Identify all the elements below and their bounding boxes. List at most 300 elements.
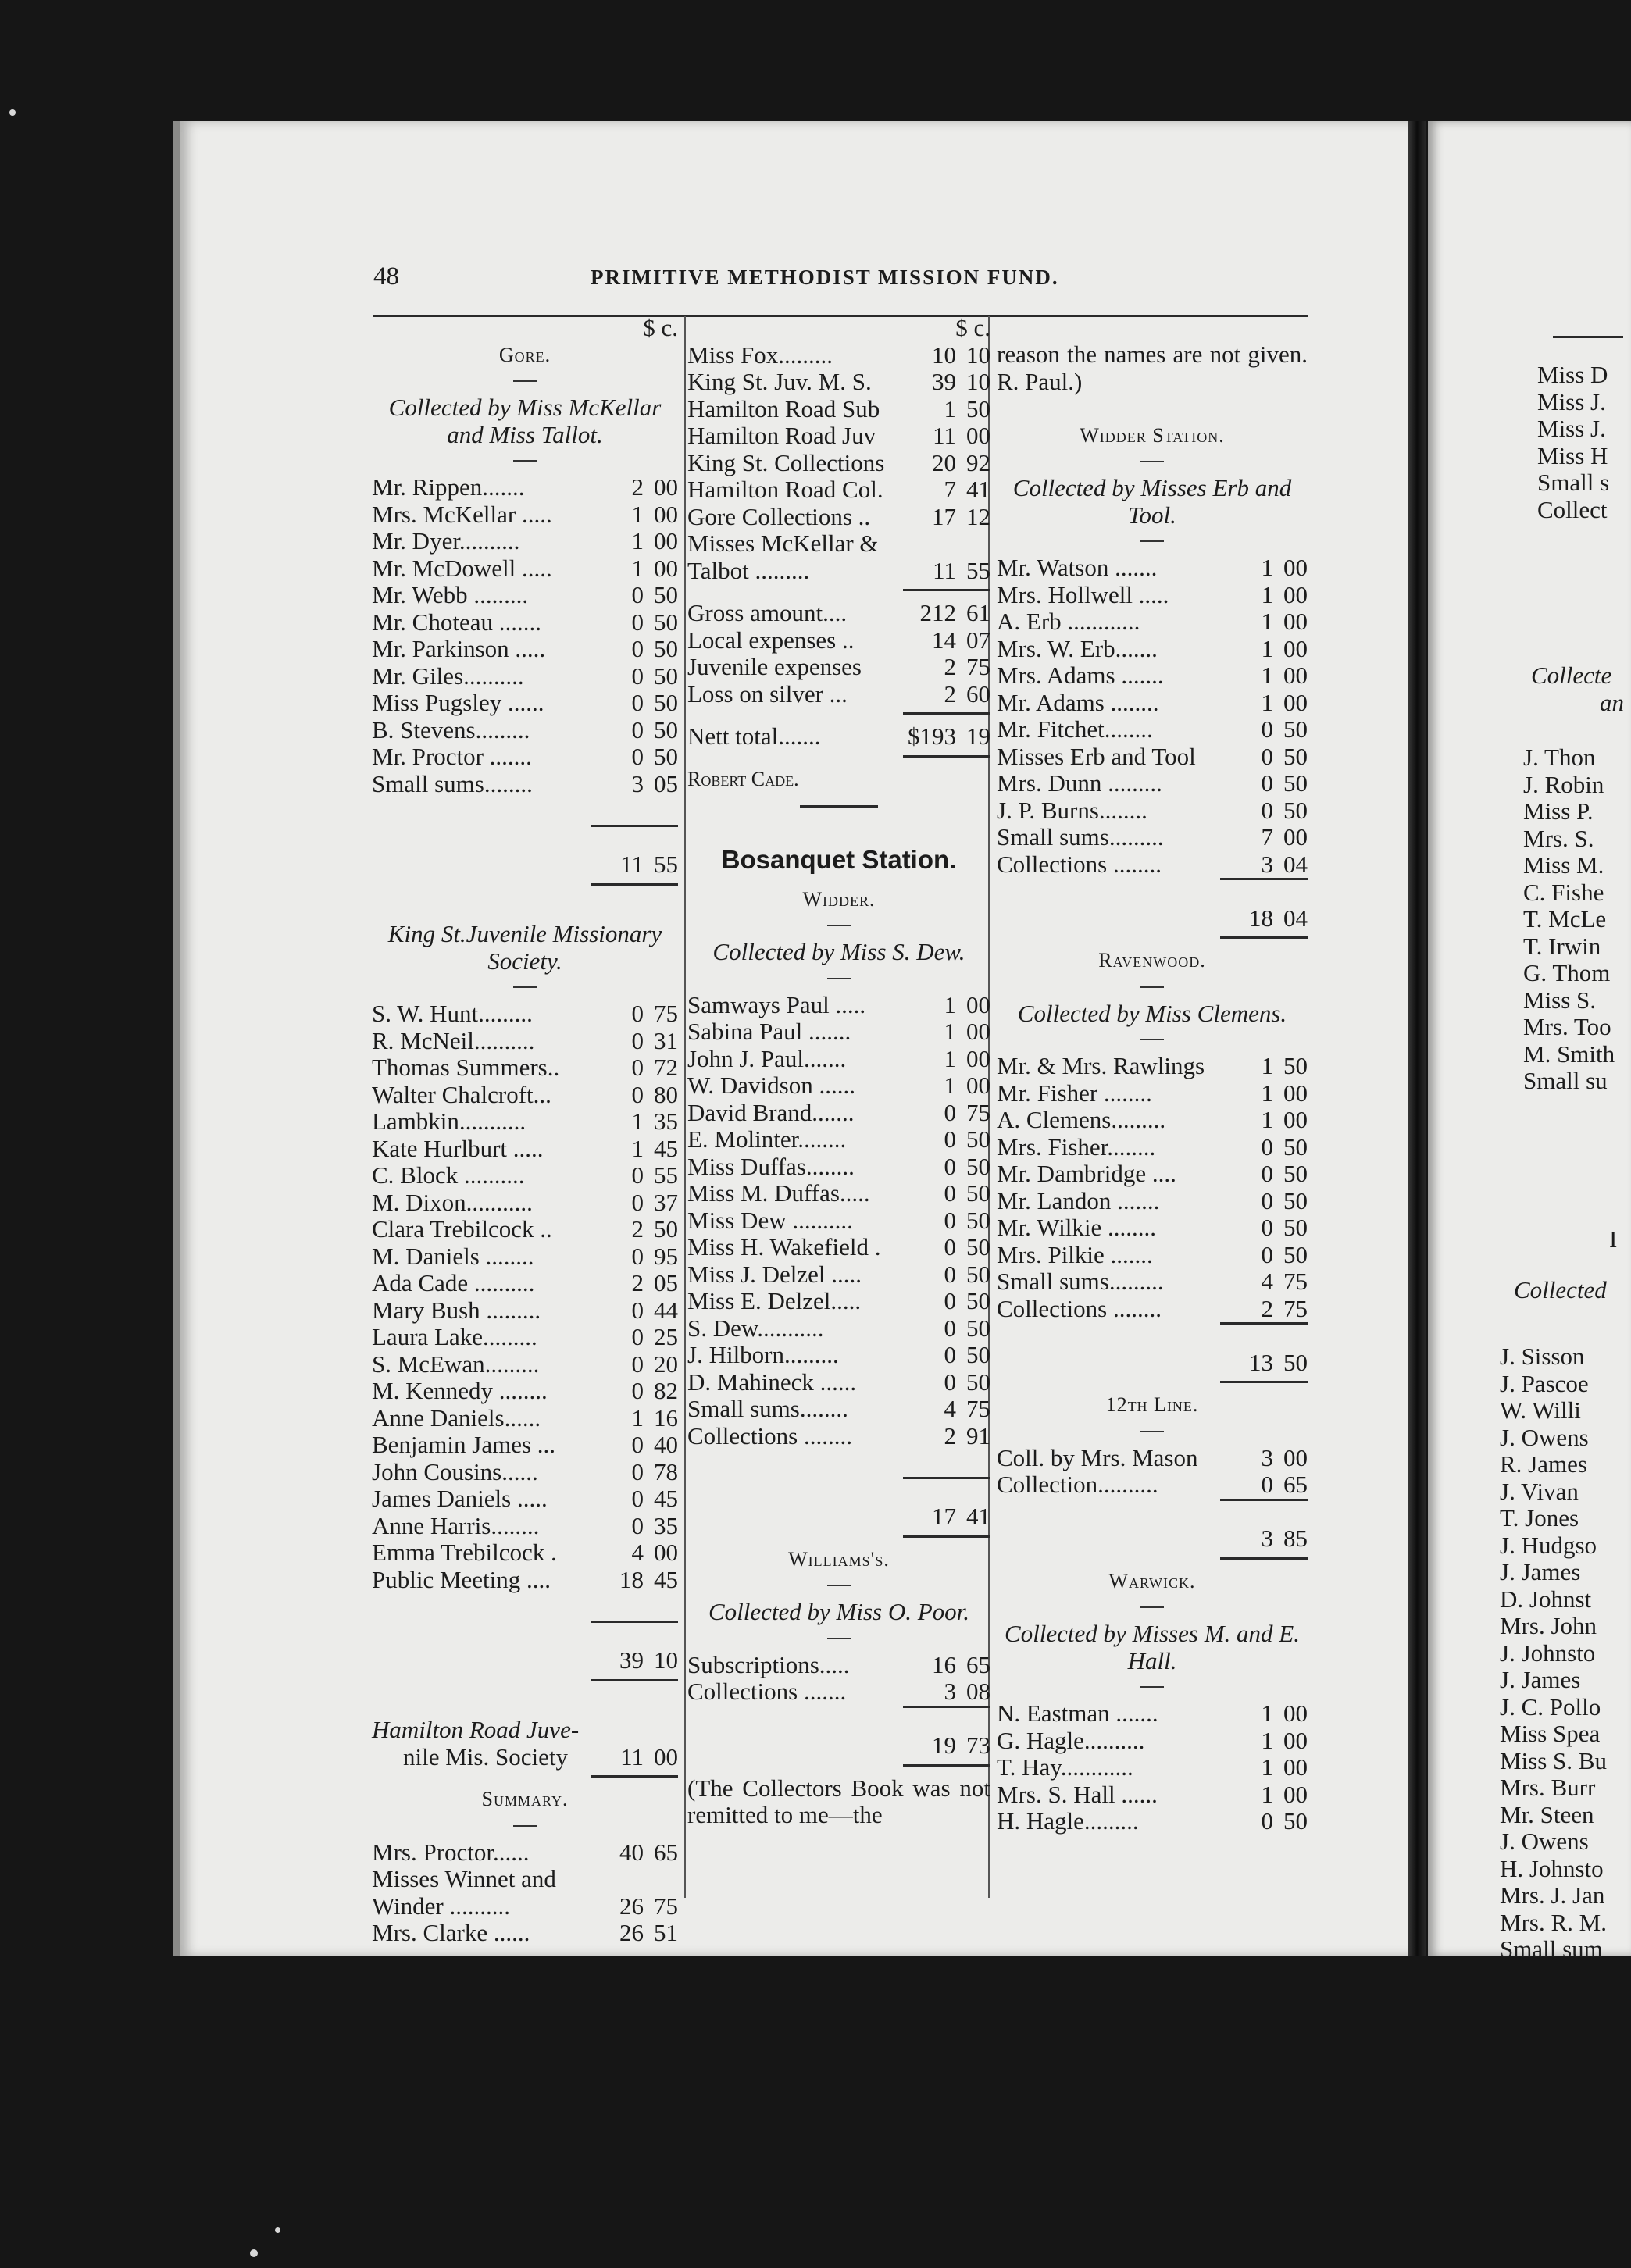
page-number: 48	[373, 262, 399, 291]
dust-speck	[9, 109, 16, 116]
section-heading-gore: Gore.	[498, 343, 551, 366]
entry-dollars: 4	[1261, 1268, 1273, 1295]
entry-cents: 50	[1283, 1132, 1308, 1161]
entry-name: R. McNeil..........	[372, 1026, 535, 1054]
entry-cents: 00	[966, 1072, 990, 1099]
entry-cents: 50	[966, 1179, 990, 1207]
entry-cents: 50	[1283, 1807, 1308, 1835]
ledger-row	[687, 1652, 990, 1679]
entry-name: Mr. Wilkie ........	[997, 1214, 1156, 1241]
entry-dollars: 0	[1261, 1471, 1273, 1498]
ledger-row	[372, 1136, 678, 1163]
right-page-entry: J. C. Pollo	[1500, 1692, 1601, 1721]
entry-cents: 00	[1283, 1699, 1308, 1727]
ledger-row	[687, 396, 990, 423]
entry-cents: 00	[1283, 823, 1308, 850]
ledger-row	[997, 555, 1308, 582]
entry-cents: 65	[654, 1838, 678, 1866]
column-3	[997, 315, 1308, 1835]
ledger-row	[372, 1189, 678, 1217]
entry-dollars: 0	[1261, 1160, 1273, 1187]
entry-name: Talbot .........	[687, 556, 810, 584]
entry-cents: 75	[1283, 1294, 1308, 1322]
entry-cents: 05	[654, 769, 678, 797]
right-page-group-2	[1523, 744, 1615, 1095]
entry-dollars: 1	[631, 554, 644, 582]
entry-dollars: 0	[631, 1457, 644, 1485]
right-page-entry: Small su	[1523, 1067, 1608, 1094]
entry-name: Laura Lake.........	[372, 1323, 537, 1350]
expenses-list	[687, 600, 990, 708]
ledger-row	[997, 582, 1308, 609]
right-page-entry: Mrs. J. Jan	[1500, 1881, 1605, 1909]
entry-name: Miss Fox.........	[687, 341, 833, 369]
entry-dollars: 0	[1261, 1186, 1273, 1214]
dust-speck	[275, 2227, 280, 2233]
right-page-entry: D. Johnst	[1500, 1585, 1592, 1613]
entry-name: Coll. by Mrs. Mason	[997, 1443, 1198, 1471]
entry-cents: 44	[654, 1296, 678, 1324]
entry-cents: 50	[1283, 715, 1308, 743]
entry-name: Miss E. Delzel.....	[687, 1287, 862, 1314]
entry-dollars: 18	[619, 1565, 644, 1593]
dash	[513, 380, 537, 382]
ledger-row	[372, 1432, 678, 1459]
subtotal-rule	[687, 584, 990, 600]
entry-dollars: 1	[944, 1044, 956, 1072]
right-page-entry: Miss S. Bu	[1500, 1746, 1607, 1774]
entry-cents: 00	[654, 473, 678, 501]
section-heading-summary: Summary.	[481, 1788, 569, 1810]
ledger-row	[372, 1920, 678, 1947]
currency-header: $ c.	[643, 314, 678, 341]
ledger-row	[687, 600, 990, 627]
line12-list	[997, 1445, 1308, 1499]
entry-name: Mr. Adams ........	[997, 688, 1159, 716]
entry-dollars: 39	[932, 368, 956, 395]
dash	[827, 1638, 851, 1639]
entry-cents: 00	[1283, 634, 1308, 662]
ledger-row	[372, 1351, 678, 1378]
entry-dollars: 2	[631, 473, 644, 501]
right-page-entry: Miss S.	[1523, 986, 1597, 1014]
entry-cents: 20	[654, 1350, 678, 1378]
collector-line: Collected by Miss Clemens.	[1017, 999, 1287, 1027]
ledger-row	[372, 1054, 678, 1082]
right-page-entry: T. Irwin	[1523, 932, 1601, 960]
entry-name: James Daniels .....	[372, 1485, 548, 1512]
dash	[513, 460, 537, 462]
right-page-entry: Mr. Steen	[1500, 1800, 1594, 1828]
entry-dollars: 7	[944, 476, 956, 503]
entry-name: M. Dixon...........	[372, 1188, 533, 1216]
right-page-entry: Small sum	[1500, 1935, 1603, 1963]
entry-name: Mrs. S. Hall ......	[997, 1780, 1158, 1808]
entry-name: M. Daniels ........	[372, 1242, 534, 1270]
ledger-row	[687, 342, 990, 369]
entry-dollars: 1	[631, 1403, 644, 1432]
total-rule	[372, 1771, 678, 1786]
ledger-row	[687, 1018, 990, 1046]
right-page-entry: Miss J.	[1537, 415, 1606, 442]
entry-dollars: 0	[944, 1206, 956, 1234]
entry-cents: 50	[654, 743, 678, 770]
ledger-row	[372, 744, 678, 771]
entry-cents: 50	[966, 1152, 990, 1180]
right-page-entry: H. Johnsto	[1500, 1854, 1604, 1882]
entry-cents: 55	[654, 1161, 678, 1189]
right-page-entry: Collect	[1537, 495, 1608, 523]
ledger-row	[997, 608, 1308, 636]
line12-total: 3 85	[1261, 1524, 1308, 1552]
ledger-row	[687, 476, 990, 504]
entry-name: Miss Dew ..........	[687, 1206, 853, 1234]
column-divider	[684, 316, 686, 1898]
entry-dollars: 1	[631, 527, 644, 555]
entry-cents: 60	[966, 679, 990, 708]
entry-cents: 00	[1283, 580, 1308, 608]
entry-dollars: 1	[1261, 1052, 1273, 1079]
entry-dollars: 2	[944, 679, 956, 708]
entry-name: C. Block ..........	[372, 1161, 525, 1189]
entry-dollars: 0	[631, 635, 644, 662]
entry-name: A. Erb ............	[997, 608, 1140, 635]
entry-cents: 00	[1283, 554, 1308, 581]
entry-name: S. Dew...........	[687, 1314, 824, 1342]
ledger-row	[687, 504, 990, 531]
ledger-row	[687, 992, 990, 1019]
section-heading-williams: Williams's.	[788, 1547, 890, 1571]
entry-dollars: 0	[1261, 1807, 1273, 1835]
entry-cents: 65	[966, 1650, 990, 1678]
ledger-row	[997, 1214, 1308, 1242]
right-page-entry: Miss Spea	[1500, 1720, 1601, 1747]
entry-name: Benjamin James ...	[372, 1431, 556, 1458]
entry-dollars: 0	[631, 1511, 644, 1539]
ledger-row	[372, 1028, 678, 1055]
ledger-row	[372, 1082, 678, 1109]
entry-name: Gross amount....	[687, 599, 848, 626]
williams-list	[687, 1652, 990, 1706]
entry-cents: 50	[654, 715, 678, 744]
right-page-entry: R. James	[1500, 1450, 1587, 1478]
ledger-row	[997, 1781, 1308, 1809]
entry-name: Collections ........	[687, 1421, 852, 1450]
entry-cents: 00	[966, 422, 990, 449]
right-page-entry: J. Hudgso	[1500, 1531, 1597, 1559]
entry-dollars: 1	[1261, 1079, 1273, 1107]
entry-cents: 00	[654, 1539, 678, 1566]
entry-dollars: 1	[944, 1018, 956, 1045]
entry-name: Mr. Dambridge ....	[997, 1160, 1176, 1187]
entry-name: Mrs. Clarke ......	[372, 1919, 530, 1946]
dash	[513, 986, 537, 988]
entry-cents: 50	[966, 1206, 990, 1234]
entry-name: Mr. Watson .......	[997, 554, 1158, 581]
entry-dollars: 0	[631, 581, 644, 608]
right-page-entry: M. Smith	[1523, 1040, 1615, 1068]
entry-cents: 50	[966, 394, 990, 423]
entry-dollars: 0	[1261, 1132, 1273, 1161]
entry-dollars: 0	[631, 1296, 644, 1324]
ledger-row	[687, 558, 990, 585]
warwick-list	[997, 1700, 1308, 1835]
entry-cents: 00	[654, 527, 678, 555]
ledger-row	[372, 1513, 678, 1540]
entry-cents: 75	[654, 1000, 678, 1027]
entry-dollars: 26	[619, 1892, 644, 1920]
entry-name: Small sums.........	[997, 1268, 1164, 1295]
ledger-row	[372, 1216, 678, 1243]
subtotal-rule	[687, 1477, 990, 1504]
entry-name: Mr. Dyer..........	[372, 527, 520, 555]
ledger-row	[372, 1893, 678, 1920]
gore-list	[372, 474, 678, 797]
entry-dollars: 0	[944, 1287, 956, 1314]
column-1	[372, 315, 678, 1947]
entry-dollars: 1	[631, 1134, 644, 1162]
entry-cents: 82	[654, 1377, 678, 1404]
entry-cents: 50	[654, 581, 678, 608]
entry-dollars: 2	[631, 1215, 644, 1243]
entry-dollars: 1	[944, 1072, 956, 1099]
entry-name: Mrs. Hollwell .....	[997, 580, 1169, 608]
entry-dollars: 0	[631, 689, 644, 716]
entry-cents	[956, 530, 990, 558]
dash	[1140, 1606, 1164, 1608]
collector-line: Collected by Miss S. Dew.	[712, 938, 965, 965]
ledger-row	[372, 1243, 678, 1271]
ledger-row	[687, 530, 990, 558]
ledger-row	[372, 1485, 678, 1513]
right-page-entry: T. Jones	[1500, 1504, 1579, 1532]
entry-name: N. Eastman .......	[997, 1699, 1158, 1727]
section-heading-widder-station: Widder Station.	[1080, 423, 1225, 447]
right-page-entry: J. James	[1500, 1558, 1581, 1585]
entry-cents: 50	[966, 1368, 990, 1396]
entry-cents: 50	[654, 689, 678, 716]
williams-total: 19 73	[932, 1731, 990, 1759]
ledger-row	[997, 1134, 1308, 1161]
entry-name: Kate Hurlburt .....	[372, 1134, 544, 1162]
entry-dollars: 1	[1261, 1726, 1273, 1754]
right-page-entry: Mrs. S.	[1523, 824, 1594, 852]
right-page-group-1	[1537, 362, 1609, 523]
collector-line: Collected by Miss O. Poor.	[708, 1598, 970, 1625]
entry-dollars: 0	[631, 1188, 644, 1216]
entry-name: T. Hay............	[997, 1753, 1133, 1781]
entry-cents: 00	[1283, 1106, 1308, 1133]
subtotal-rule	[372, 825, 678, 852]
entry-cents: 00	[1283, 1753, 1308, 1781]
entry-cents: 50	[654, 662, 678, 690]
entry-name: S. McEwan.........	[372, 1350, 540, 1378]
entry-dollars: 4	[944, 1395, 956, 1422]
entry-cents	[644, 1866, 678, 1893]
right-page-entry: Miss H	[1537, 441, 1608, 469]
column-2	[687, 315, 990, 1829]
entry-cents: 50	[966, 1233, 990, 1261]
entry-name: D. Mahineck ......	[687, 1368, 857, 1396]
entry-cents: 00	[1283, 1780, 1308, 1808]
entry-cents: 45	[654, 1565, 678, 1593]
ledger-row	[687, 1072, 990, 1100]
widder-station-list	[997, 555, 1308, 878]
dash	[827, 925, 851, 926]
entry-name: Collections ........	[997, 850, 1162, 878]
entry-name: J. P. Burns........	[997, 796, 1147, 824]
entry-dollars: 17	[932, 502, 956, 530]
entry-dollars: 0	[631, 1485, 644, 1512]
right-page-entry: Mrs. John	[1500, 1612, 1597, 1639]
collectors-note: (The Collectors Book was not remitted to me—the	[687, 1774, 990, 1828]
subtotal-rule	[997, 878, 1308, 905]
receipts-list	[687, 342, 990, 585]
ledger-row	[372, 636, 678, 663]
entry-cents: 04	[1283, 850, 1308, 878]
right-page-entry: J. James	[1500, 1666, 1581, 1693]
ledger-row	[997, 690, 1308, 717]
entry-cents: 50	[1283, 796, 1308, 824]
nett-total-row: Nett total....... $193 19	[687, 722, 990, 750]
entry-cents: 00	[1283, 1726, 1308, 1754]
ledger-row	[372, 1378, 678, 1405]
right-page-entry: T. McLe	[1523, 905, 1607, 933]
ledger-row	[687, 1369, 990, 1396]
ravenwood-list	[997, 1053, 1308, 1322]
entry-dollars: 0	[631, 743, 644, 770]
entry-cents: 95	[654, 1242, 678, 1270]
entry-cents: 37	[654, 1188, 678, 1216]
entry-dollars: 10	[932, 341, 956, 369]
ledger-row	[687, 1207, 990, 1235]
right-page-entry: J. Owens	[1500, 1423, 1589, 1451]
entry-dollars	[595, 1866, 644, 1893]
collector-line: Collected by Misses Erb and Tool.	[1012, 474, 1292, 529]
ledger-row	[997, 1296, 1308, 1323]
ledger-row	[687, 1315, 990, 1343]
entry-cents: 50	[1283, 1214, 1308, 1241]
entry-cents: 78	[654, 1457, 678, 1485]
entry-cents: 00	[1283, 608, 1308, 635]
right-page-rule	[1553, 336, 1623, 338]
dash	[1140, 1686, 1164, 1688]
ledger-row	[997, 1080, 1308, 1107]
total-rule	[997, 1553, 1308, 1568]
entry-name: Miss H. Wakefield .	[687, 1233, 881, 1261]
entry-cents: 50	[1283, 1240, 1308, 1268]
subtotal-rule	[997, 1499, 1308, 1526]
king-st-list	[372, 1000, 678, 1593]
ledger-row	[687, 1396, 990, 1423]
ledger-row	[372, 501, 678, 529]
entry-name: Mr. Fitchet........	[997, 715, 1153, 743]
entry-name: King St. Juv. M. S.	[687, 368, 872, 395]
entry-name: Mrs. Proctor......	[372, 1838, 530, 1866]
entry-name: J. Hilborn.........	[687, 1341, 839, 1368]
entry-name: Anne Harris........	[372, 1511, 540, 1539]
ledger-row	[372, 1270, 678, 1297]
entry-name: E. Molinter........	[687, 1125, 847, 1153]
entry-name: Mr. McDowell .....	[372, 554, 552, 582]
ledger-row	[997, 744, 1308, 771]
total-rule	[687, 1760, 990, 1775]
entry-name: Mr. Landon .......	[997, 1186, 1160, 1214]
entry-name: Walter Chalcroft...	[372, 1080, 551, 1108]
page-title: PRIMITIVE METHODIST MISSION FUND.	[591, 266, 1059, 289]
entry-cents: 08	[966, 1678, 990, 1705]
entry-dollars: 0	[631, 1377, 644, 1404]
section-heading-warwick: Warwick.	[1108, 1569, 1196, 1592]
entry-dollars: 1	[1261, 1699, 1273, 1727]
entry-name: Mr. Giles..........	[372, 662, 524, 690]
entry-name: Samways Paul .....	[687, 990, 866, 1018]
entry-cents: 50	[966, 1341, 990, 1368]
entry-name: Mrs. W. Erb.......	[997, 634, 1158, 662]
dash	[827, 1585, 851, 1586]
entry-dollars: 1	[1261, 634, 1273, 662]
ledger-row	[687, 1423, 990, 1450]
entry-dollars: 26	[619, 1919, 644, 1946]
widder-total: 17 41	[932, 1503, 990, 1530]
ledger-row	[687, 1180, 990, 1207]
ledger-row	[687, 369, 990, 396]
dash	[827, 978, 851, 979]
summary-list	[372, 1839, 678, 1947]
total-rule	[372, 879, 678, 894]
entry-cents: 00	[1283, 688, 1308, 716]
entry-dollars: 1	[1261, 1753, 1273, 1781]
ledger-row	[687, 450, 990, 477]
entry-dollars: 0	[944, 1341, 956, 1368]
right-page-entry: C. Fishe	[1523, 878, 1604, 906]
right-page-entry: Mrs. R. M.	[1500, 1908, 1607, 1936]
entry-name: Mr. Parkinson .....	[372, 635, 546, 662]
entry-dollars: 0	[1261, 1214, 1273, 1241]
entry-name: Misses McKellar &	[687, 530, 879, 557]
entry-name: Mrs. Adams .......	[997, 662, 1164, 689]
widder-list	[687, 992, 990, 1450]
entry-cents: 16	[654, 1403, 678, 1432]
entry-cents: 35	[654, 1511, 678, 1539]
entry-cents: 10	[966, 341, 990, 369]
center-rule	[687, 793, 990, 820]
entry-name: Mr. & Mrs. Rawlings	[997, 1052, 1205, 1079]
entry-dollars: 4	[631, 1539, 644, 1566]
entry-cents: 50	[1283, 1186, 1308, 1214]
entry-name: B. Stevens.........	[372, 715, 530, 744]
entry-dollars: 1	[631, 500, 644, 528]
right-page-entry: G. Thom	[1523, 959, 1611, 986]
entry-name: Clara Trebilcock ..	[372, 1215, 552, 1243]
entry-name: Small sums........	[687, 1395, 848, 1422]
right-page-entry: J. Owens	[1500, 1828, 1589, 1855]
ledger-row	[687, 1154, 990, 1181]
ledger-row	[997, 1728, 1308, 1755]
ledger-row	[997, 1808, 1308, 1835]
entry-dollars: 0	[631, 715, 644, 744]
entry-name: Mrs. McKellar .....	[372, 500, 552, 528]
entry-dollars: 2	[944, 1421, 956, 1450]
entry-cents: 92	[966, 448, 990, 476]
right-page-entry: Miss P.	[1523, 797, 1594, 825]
entry-cents: 80	[654, 1080, 678, 1108]
entry-cents: 51	[654, 1919, 678, 1946]
entry-dollars: 11	[933, 422, 956, 449]
entry-dollars: 0	[944, 1260, 956, 1288]
entry-dollars: 0	[631, 1242, 644, 1270]
entry-dollars: 1	[1261, 688, 1273, 716]
